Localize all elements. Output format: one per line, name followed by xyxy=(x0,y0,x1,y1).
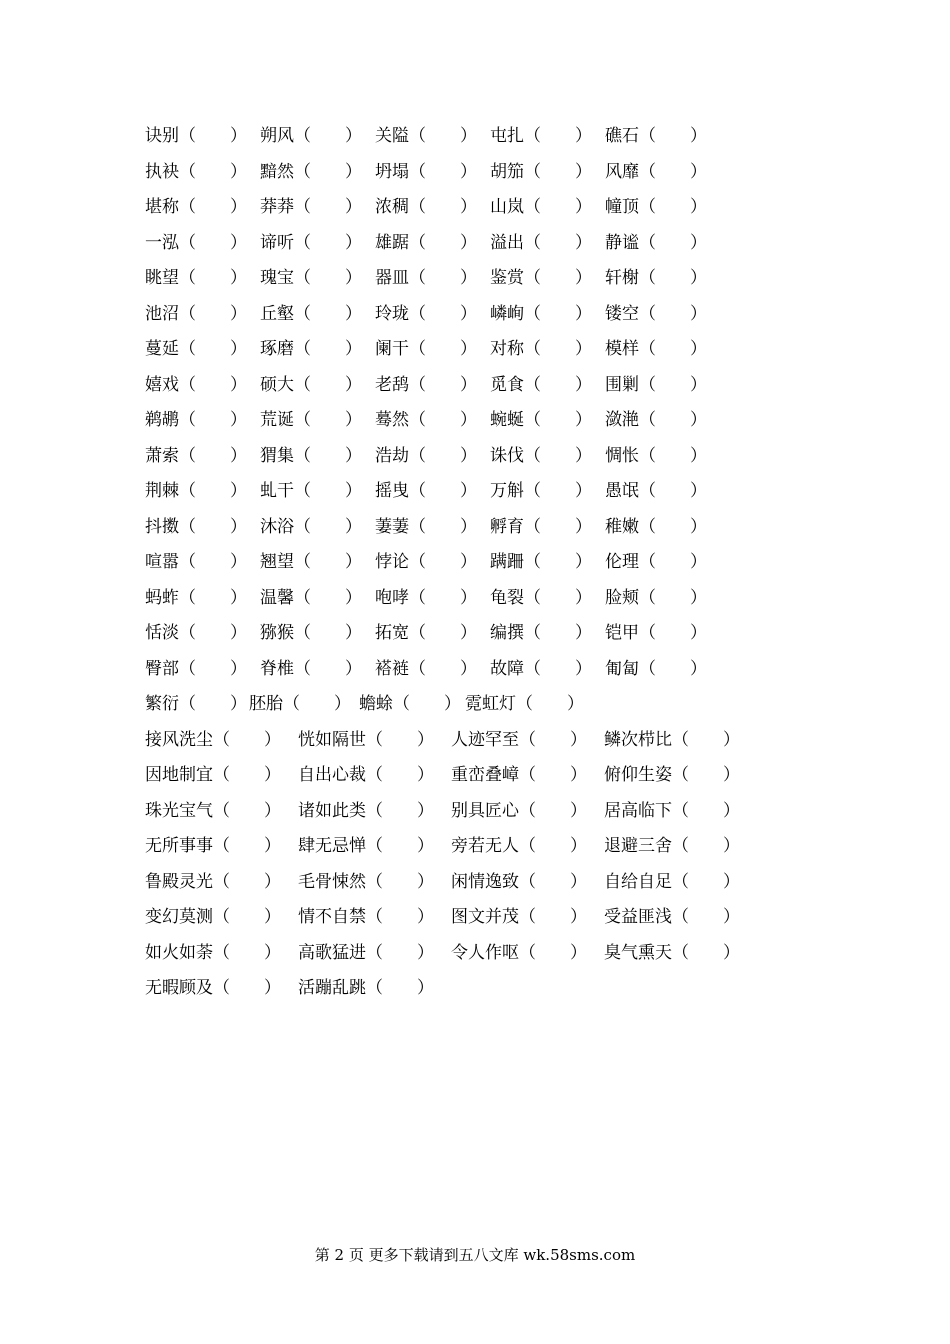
vocab-item: 翘望（ ） xyxy=(260,552,362,572)
vocab-item: 变幻莫测（ ） xyxy=(145,907,281,927)
vocab-item: 轩榭（ ） xyxy=(605,268,707,288)
vocab-item: 蓦然（ ） xyxy=(375,410,477,430)
vocab-item: 器皿（ ） xyxy=(375,268,477,288)
vocab-item: 惆怅（ ） xyxy=(605,445,707,466)
vocab-item: 蔓延（ ） xyxy=(145,339,247,359)
vocab-item: 鉴赏（ ） xyxy=(490,268,592,288)
vocab-item: 雄踞（ ） xyxy=(375,232,477,253)
vocab-item: 抖擞（ ） xyxy=(145,516,247,537)
vocab-item: 恍如隔世（ ） xyxy=(298,729,434,750)
vocab-row xyxy=(145,865,845,901)
vocab-item: 老鸹（ ） xyxy=(375,374,477,395)
vocab-item: 人迹罕至（ ） xyxy=(451,729,587,750)
vocab-item: 匍匐（ ） xyxy=(605,658,707,679)
vocab-item: 毛骨悚然（ ） xyxy=(298,871,434,892)
vocab-row xyxy=(145,829,845,865)
vocab-item: 俯仰生姿（ ） xyxy=(604,765,740,785)
vocab-row xyxy=(145,474,845,510)
vocab-item: 重峦叠嶂（ ） xyxy=(451,765,587,785)
vocab-item: 编撰（ ） xyxy=(490,623,592,643)
vocab-item: 胚胎（ ） xyxy=(249,694,351,714)
vocab-item: 眺望（ ） xyxy=(145,268,247,288)
vocab-item: 嶙峋（ ） xyxy=(490,303,592,324)
vocab-item: 幢顶（ ） xyxy=(605,197,707,217)
vocab-item: 居高临下（ ） xyxy=(604,800,740,821)
vocab-item: 诛伐（ ） xyxy=(490,445,592,466)
vocab-item: 萋萋（ ） xyxy=(375,516,477,537)
vocab-item: 屯扎（ ） xyxy=(490,126,592,146)
vocab-item: 静谧（ ） xyxy=(605,232,707,253)
vocab-item: 褡裢（ ） xyxy=(375,658,477,679)
vocab-row xyxy=(145,581,845,617)
vocab-item: 诸如此类（ ） xyxy=(298,800,434,821)
vocab-item: 虬干（ ） xyxy=(260,481,362,501)
vocab-item: 霓虹灯（ ） xyxy=(465,694,584,714)
vocab-item: 别具匠心（ ） xyxy=(451,800,587,821)
vocab-row xyxy=(145,155,845,191)
vocab-item: 脊椎（ ） xyxy=(260,658,362,679)
vocab-item: 浩劫（ ） xyxy=(375,445,477,466)
vocab-item: 龟裂（ ） xyxy=(490,587,592,608)
vocab-item: 退避三舍（ ） xyxy=(604,836,740,856)
vocab-item: 无所事事（ ） xyxy=(145,836,281,856)
vocab-row xyxy=(145,545,845,581)
vocab-item: 硕大（ ） xyxy=(260,374,362,395)
vocab-row xyxy=(145,723,845,759)
vocab-item: 瑰宝（ ） xyxy=(260,268,362,288)
vocab-item: 关隘（ ） xyxy=(375,126,477,146)
vocab-item: 故障（ ） xyxy=(490,658,592,679)
vocab-item: 繁衍（ ） xyxy=(145,694,247,714)
vocab-item: 镂空（ ） xyxy=(605,303,707,324)
vocab-item: 沐浴（ ） xyxy=(260,516,362,537)
vocab-item: 堪称（ ） xyxy=(145,197,247,217)
vocab-item: 万斛（ ） xyxy=(490,481,592,501)
vocab-item: 对称（ ） xyxy=(490,339,592,359)
vocab-item: 恬淡（ ） xyxy=(145,623,247,643)
vocab-item: 情不自禁（ ） xyxy=(298,907,434,927)
vocab-item: 鹈鹕（ ） xyxy=(145,410,247,430)
vocab-item: 如火如荼（ ） xyxy=(145,942,281,963)
vocab-row xyxy=(145,936,845,972)
vocab-item: 接风洗尘（ ） xyxy=(145,729,281,750)
vocab-item: 浓稠（ ） xyxy=(375,197,477,217)
vocab-item: 潋滟（ ） xyxy=(605,410,707,430)
vocab-item: 愚氓（ ） xyxy=(605,481,707,501)
vocab-item: 鲁殿灵光（ ） xyxy=(145,871,281,892)
vocab-item: 一泓（ ） xyxy=(145,232,247,253)
vocab-item: 孵育（ ） xyxy=(490,516,592,537)
vocab-row xyxy=(145,687,845,723)
vocab-item: 臭气熏天（ ） xyxy=(604,942,740,963)
vocab-item: 受益匪浅（ ） xyxy=(604,907,740,927)
vocab-item: 图文并茂（ ） xyxy=(451,907,587,927)
vocab-row xyxy=(145,332,845,368)
vocab-item: 咆哮（ ） xyxy=(375,587,477,608)
vocab-row xyxy=(145,616,845,652)
vocab-item: 自给自足（ ） xyxy=(604,871,740,892)
vocab-row xyxy=(145,119,845,155)
vocab-item: 因地制宜（ ） xyxy=(145,765,281,785)
vocab-item: 玲珑（ ） xyxy=(375,303,477,324)
vocab-item: 令人作呕（ ） xyxy=(451,942,587,963)
vocab-item: 觅食（ ） xyxy=(490,374,592,395)
vocab-row xyxy=(145,297,845,333)
vocab-item: 蜿蜒（ ） xyxy=(490,410,592,430)
vocab-item: 风靡（ ） xyxy=(605,161,707,182)
vocab-item: 摇曳（ ） xyxy=(375,481,477,501)
vocab-item: 蚂蚱（ ） xyxy=(145,587,247,608)
vocab-item: 蹒跚（ ） xyxy=(490,552,592,572)
vocab-item: 莽莽（ ） xyxy=(260,197,362,217)
vocab-item: 溢出（ ） xyxy=(490,232,592,253)
vocab-row xyxy=(145,439,845,475)
vocab-item: 荆棘（ ） xyxy=(145,481,247,501)
vocab-item: 执袂（ ） xyxy=(145,161,247,182)
vocab-item: 珠光宝气（ ） xyxy=(145,800,281,821)
vocab-item: 猕猴（ ） xyxy=(260,623,362,643)
vocab-item: 猬集（ ） xyxy=(260,445,362,466)
vocab-item: 朔风（ ） xyxy=(260,126,362,146)
vocab-item: 蟾蜍（ ） xyxy=(359,694,461,714)
vocab-row xyxy=(145,652,845,688)
vocab-item: 荒诞（ ） xyxy=(260,410,362,430)
vocab-item: 高歌猛进（ ） xyxy=(298,942,434,963)
vocab-item: 胡笳（ ） xyxy=(490,161,592,182)
vocab-item: 喧嚣（ ） xyxy=(145,552,247,572)
vocab-item: 肆无忌惮（ ） xyxy=(298,836,434,856)
vocab-item: 萧索（ ） xyxy=(145,445,247,466)
vocabulary-list xyxy=(145,119,845,1007)
vocab-row xyxy=(145,900,845,936)
vocab-row xyxy=(145,261,845,297)
vocab-item: 悖论（ ） xyxy=(375,552,477,572)
vocab-item: 自出心裁（ ） xyxy=(298,765,434,785)
vocab-item: 嬉戏（ ） xyxy=(145,374,247,395)
vocab-row xyxy=(145,368,845,404)
vocab-item: 礁石（ ） xyxy=(605,126,707,146)
vocab-item: 池沼（ ） xyxy=(145,303,247,324)
vocab-item: 丘壑（ ） xyxy=(260,303,362,324)
vocab-item: 温馨（ ） xyxy=(260,587,362,608)
vocab-item: 旁若无人（ ） xyxy=(451,836,587,856)
vocab-item: 活蹦乱跳（ ） xyxy=(298,978,434,998)
vocab-row xyxy=(145,971,845,1007)
vocab-item: 闲情逸致（ ） xyxy=(451,871,587,892)
vocab-item: 模样（ ） xyxy=(605,339,707,359)
vocab-item: 诀别（ ） xyxy=(145,126,247,146)
vocab-row xyxy=(145,226,845,262)
vocab-item: 无暇顾及（ ） xyxy=(145,978,281,998)
vocab-item: 臀部（ ） xyxy=(145,658,247,679)
vocab-item: 阑干（ ） xyxy=(375,339,477,359)
vocab-item: 琢磨（ ） xyxy=(260,339,362,359)
vocab-row xyxy=(145,758,845,794)
vocab-row xyxy=(145,510,845,546)
vocab-item: 谛听（ ） xyxy=(260,232,362,253)
vocab-item: 山岚（ ） xyxy=(490,197,592,217)
vocab-item: 鳞次栉比（ ） xyxy=(604,729,740,750)
vocab-item: 坍塌（ ） xyxy=(375,161,477,182)
vocab-row xyxy=(145,794,845,830)
vocab-row xyxy=(145,403,845,439)
vocab-item: 拓宽（ ） xyxy=(375,623,477,643)
page-footer: 第 2 页 更多下载请到五八文库 wk.58sms.com xyxy=(314,1246,636,1264)
vocab-item: 围剿（ ） xyxy=(605,374,707,395)
vocab-item: 脸颊（ ） xyxy=(605,587,707,608)
vocab-item: 黯然（ ） xyxy=(260,161,362,182)
vocab-item: 伦理（ ） xyxy=(605,552,707,572)
vocab-item: 稚嫩（ ） xyxy=(605,516,707,537)
vocab-item: 铠甲（ ） xyxy=(605,623,707,643)
vocab-row xyxy=(145,190,845,226)
